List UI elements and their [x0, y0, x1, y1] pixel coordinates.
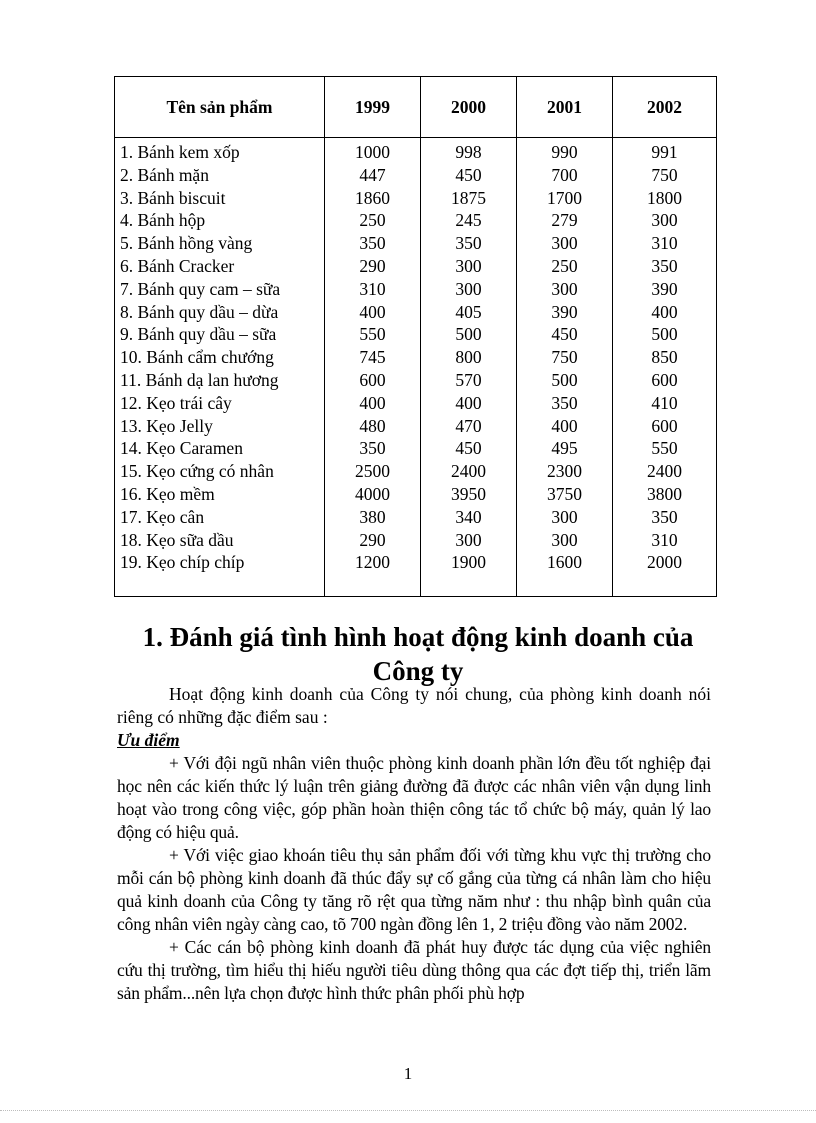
- product-name-cell: 4. Bánh hộp: [115, 209, 325, 232]
- table-row: [115, 392, 717, 415]
- value-cell-2002: 2400: [613, 460, 717, 483]
- value-cell-1999: 480: [325, 415, 421, 438]
- table-row: [115, 460, 717, 483]
- header-year-2002: 2002: [613, 77, 717, 138]
- header-year-1999: 1999: [325, 77, 421, 138]
- product-output-table: [114, 76, 717, 597]
- product-name-cell: 2. Bánh mặn: [115, 164, 325, 187]
- table-row: [115, 255, 717, 278]
- product-name-cell: 5. Bánh hồng vàng: [115, 232, 325, 255]
- empty-cell: [517, 574, 613, 597]
- value-cell-2002: 410: [613, 392, 717, 415]
- value-cell-1999: 310: [325, 278, 421, 301]
- table-row: [115, 415, 717, 438]
- section-heading-line-2: Công ty: [372, 656, 464, 686]
- value-cell-2002: 1800: [613, 187, 717, 210]
- product-name-cell: 9. Bánh quy dầu – sữa: [115, 323, 325, 346]
- value-cell-1999: 1860: [325, 187, 421, 210]
- product-name-cell: 6. Bánh Cracker: [115, 255, 325, 278]
- table-row: [115, 551, 717, 574]
- value-cell-2001: 500: [517, 369, 613, 392]
- value-cell-2002: 350: [613, 506, 717, 529]
- value-cell-2000: 300: [421, 278, 517, 301]
- value-cell-2000: 340: [421, 506, 517, 529]
- product-name-cell: 14. Kẹo Caramen: [115, 437, 325, 460]
- value-cell-2002: 310: [613, 232, 717, 255]
- value-cell-2001: 350: [517, 392, 613, 415]
- page-number: 1: [403, 1064, 413, 1083]
- header-product-name: Tên sản phẩm: [115, 77, 325, 138]
- table-header-row: [115, 77, 717, 138]
- value-cell-2001: 250: [517, 255, 613, 278]
- value-cell-2002: 350: [613, 255, 717, 278]
- value-cell-2001: 400: [517, 415, 613, 438]
- product-name-cell: 7. Bánh quy cam – sữa: [115, 278, 325, 301]
- value-cell-2002: 3800: [613, 483, 717, 506]
- value-cell-1999: 250: [325, 209, 421, 232]
- value-cell-2002: 600: [613, 369, 717, 392]
- empty-cell: [613, 574, 717, 597]
- value-cell-2000: 400: [421, 392, 517, 415]
- advantages-subheading: Ưu điểm: [117, 730, 180, 750]
- product-name-cell: 1. Bánh kem xốp: [115, 138, 325, 164]
- page-bottom-border: [0, 1110, 816, 1111]
- value-cell-1999: 550: [325, 323, 421, 346]
- value-cell-1999: 447: [325, 164, 421, 187]
- value-cell-2000: 470: [421, 415, 517, 438]
- product-name-cell: 8. Bánh quy dầu – dừa: [115, 301, 325, 324]
- value-cell-1999: 350: [325, 437, 421, 460]
- value-cell-2001: 750: [517, 346, 613, 369]
- value-cell-2001: 300: [517, 232, 613, 255]
- table-row: [115, 323, 717, 346]
- value-cell-2000: 998: [421, 138, 517, 164]
- table-row: [115, 483, 717, 506]
- value-cell-2000: 1900: [421, 551, 517, 574]
- table-row: [115, 529, 717, 552]
- section-heading: [120, 620, 716, 688]
- section-body: [117, 683, 711, 1005]
- product-name-cell: 10. Bánh cẩm chướng: [115, 346, 325, 369]
- value-cell-2002: 390: [613, 278, 717, 301]
- empty-cell: [421, 574, 517, 597]
- value-cell-2000: 800: [421, 346, 517, 369]
- table-row: [115, 164, 717, 187]
- value-cell-2000: 500: [421, 323, 517, 346]
- product-name-cell: 3. Bánh biscuit: [115, 187, 325, 210]
- value-cell-2000: 2400: [421, 460, 517, 483]
- table-row: [115, 209, 717, 232]
- product-name-cell: 12. Kẹo trái cây: [115, 392, 325, 415]
- header-year-2000: 2000: [421, 77, 517, 138]
- value-cell-2001: 300: [517, 529, 613, 552]
- value-cell-1999: 400: [325, 301, 421, 324]
- table-row: [115, 232, 717, 255]
- value-cell-1999: 400: [325, 392, 421, 415]
- empty-cell: [115, 574, 325, 597]
- value-cell-2001: 3750: [517, 483, 613, 506]
- value-cell-2000: 300: [421, 529, 517, 552]
- value-cell-2002: 600: [613, 415, 717, 438]
- value-cell-2000: 3950: [421, 483, 517, 506]
- value-cell-2001: 990: [517, 138, 613, 164]
- intro-paragraph: Hoạt động kinh doanh của Công ty nói chung, của phòng kinh doanh nói riêng có những đặc điểm sau :: [117, 684, 711, 727]
- value-cell-1999: 600: [325, 369, 421, 392]
- table-row: [115, 301, 717, 324]
- product-name-cell: 16. Kẹo mềm: [115, 483, 325, 506]
- section-heading-line-1: 1. Đánh giá tình hình hoạt động kinh doanh của: [142, 622, 694, 652]
- value-cell-2001: 2300: [517, 460, 613, 483]
- value-cell-1999: 2500: [325, 460, 421, 483]
- value-cell-2002: 310: [613, 529, 717, 552]
- empty-cell: [325, 574, 421, 597]
- value-cell-2001: 700: [517, 164, 613, 187]
- product-name-cell: 15. Kẹo cứng có nhân: [115, 460, 325, 483]
- value-cell-2002: 2000: [613, 551, 717, 574]
- value-cell-2001: 300: [517, 506, 613, 529]
- table-row: [115, 138, 717, 164]
- table-row: [115, 506, 717, 529]
- product-name-cell: 19. Kẹo chíp chíp: [115, 551, 325, 574]
- value-cell-2002: 300: [613, 209, 717, 232]
- value-cell-2000: 450: [421, 164, 517, 187]
- product-name-cell: 17. Kẹo cân: [115, 506, 325, 529]
- product-name-cell: 13. Kẹo Jelly: [115, 415, 325, 438]
- value-cell-2000: 350: [421, 232, 517, 255]
- value-cell-2002: 850: [613, 346, 717, 369]
- value-cell-1999: 745: [325, 346, 421, 369]
- value-cell-2000: 405: [421, 301, 517, 324]
- value-cell-2000: 245: [421, 209, 517, 232]
- paragraph-1: + Với đội ngũ nhân viên thuộc phòng kinh doanh phần lớn đều tốt nghiệp đại học nên các kiến thức lý luận trên giảng đường đã được các nhân viên vận dụng linh hoạt vào trong công việc, góp phần hoàn thiện công tác tổ chức bộ máy, quản lý lao động có hiệu quả.: [117, 753, 711, 842]
- value-cell-2002: 400: [613, 301, 717, 324]
- value-cell-2000: 570: [421, 369, 517, 392]
- table-row: [115, 187, 717, 210]
- value-cell-1999: 290: [325, 255, 421, 278]
- value-cell-2000: 450: [421, 437, 517, 460]
- value-cell-1999: 1000: [325, 138, 421, 164]
- value-cell-1999: 1200: [325, 551, 421, 574]
- value-cell-2002: 500: [613, 323, 717, 346]
- paragraph-2: + Với việc giao khoán tiêu thụ sản phẩm đối với từng khu vực thị trường cho mỗi cán bộ phòng kinh doanh đã thúc đẩy sự cố gắng của từng cá nhân làm cho hiệu quả kinh doanh của Công ty tăng rõ rệt qua từng năm như : thu nhập bình quân của công nhân viên ngày càng cao, tõ 700 ngàn đồng lên 1, 2 triệu đồng vào năm 2002.: [117, 845, 711, 934]
- value-cell-2002: 991: [613, 138, 717, 164]
- value-cell-2000: 1875: [421, 187, 517, 210]
- paragraph-3: + Các cán bộ phòng kinh doanh đã phát huy được tác dụng của việc nghiên cứu thị trường, tìm hiểu thị hiếu người tiêu dùng thông qua các đợt tiếp thị, triển lãm sản phẩm...nên lựa chọn được hình thức phân phối phù hợp: [117, 937, 711, 1003]
- advantages-subheading-line: [117, 729, 711, 752]
- table-body: [115, 138, 717, 597]
- value-cell-2000: 300: [421, 255, 517, 278]
- value-cell-2001: 390: [517, 301, 613, 324]
- value-cell-2001: 495: [517, 437, 613, 460]
- value-cell-1999: 380: [325, 506, 421, 529]
- value-cell-1999: 290: [325, 529, 421, 552]
- value-cell-2001: 300: [517, 278, 613, 301]
- table-row: [115, 437, 717, 460]
- value-cell-2002: 750: [613, 164, 717, 187]
- value-cell-1999: 350: [325, 232, 421, 255]
- table-spacer-row: [115, 574, 717, 597]
- value-cell-2002: 550: [613, 437, 717, 460]
- table-row: [115, 369, 717, 392]
- product-name-cell: 11. Bánh dạ lan hương: [115, 369, 325, 392]
- value-cell-2001: 450: [517, 323, 613, 346]
- header-year-2001: 2001: [517, 77, 613, 138]
- product-name-cell: 18. Kẹo sữa dầu: [115, 529, 325, 552]
- value-cell-2001: 1600: [517, 551, 613, 574]
- table-row: [115, 346, 717, 369]
- table-row: [115, 278, 717, 301]
- value-cell-2001: 279: [517, 209, 613, 232]
- value-cell-2001: 1700: [517, 187, 613, 210]
- value-cell-1999: 4000: [325, 483, 421, 506]
